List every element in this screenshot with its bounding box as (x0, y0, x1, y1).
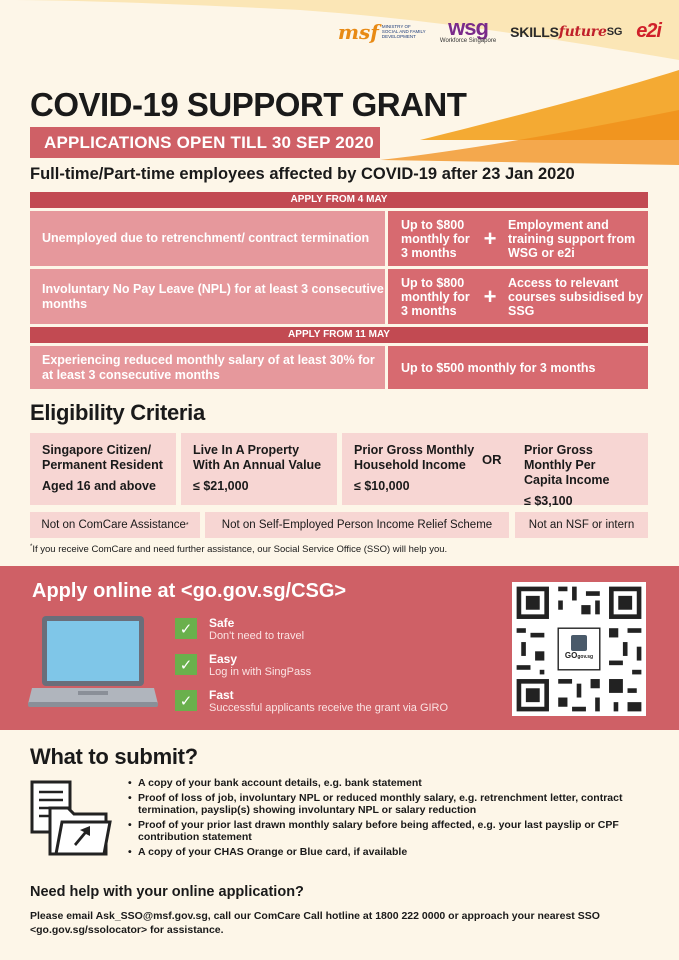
benefit-extra: Access to relevant courses subsidised by SSG (508, 275, 643, 318)
not-comcare: Not on ComCare Assistance * (30, 512, 200, 538)
apply-condition: Unemployed due to retrenchment/ contract termination (30, 211, 385, 266)
or-label: OR (482, 452, 502, 467)
apply-online-section (0, 566, 679, 730)
applications-open-banner: APPLICATIONS OPEN TILL 30 SEP 2020 (30, 127, 380, 158)
apply-condition: Involuntary No Pay Leave (NPL) for at least 3 consecutive months (30, 269, 385, 324)
apply-benefit: Up to $500 monthly for 3 months (388, 346, 648, 389)
benefit-extra: Employment and training support from WSG or e2i (508, 217, 636, 260)
list-item: • Proof of loss of job, involuntary NPL or reduced monthly salary, e.g. retrenchment letter, contract termination, payslip(s) showing involuntary NPL or salary reduction (128, 792, 648, 817)
go-gov-icon (571, 635, 587, 651)
footnote: *If you receive ComCare and need further assistance, our Social Service Office (SSO) will help you. (30, 544, 448, 556)
check-icon: ✓ (175, 654, 197, 675)
feature-safe: ✓ Safe Don't need to travel (175, 616, 304, 643)
gov-sg-logo: GOgov.sg (560, 628, 598, 668)
list-item: • A copy of your bank account details, e.g. bank statement (128, 777, 648, 790)
apply-benefit (388, 269, 648, 324)
apply-condition: Experiencing reduced monthly salary of at least 30% for at least 3 consecutive months (30, 346, 385, 389)
help-text: Please email Ask_SSO@msf.gov.sg, call our ComCare Call hotline at 1800 222 0000 or approach your nearest SSO <go.gov.sg/ssolocator> for assistance. (30, 910, 600, 936)
feature-fast: ✓ Fast Successful applicants receive the grant via GIRO (175, 688, 448, 715)
plus-icon: + (483, 225, 497, 251)
check-icon: ✓ (175, 690, 197, 711)
eligibility-citizen: Singapore Citizen/ Permanent Resident Aged 16 and above (30, 433, 176, 505)
not-sirs: Not on Self-Employed Person Income Relief Scheme (205, 512, 509, 538)
e2i-logo: e2i (636, 20, 661, 42)
apply-row-npl (30, 269, 648, 324)
apply-row-unemployed (30, 211, 648, 266)
hotline-number[interactable]: 1800 222 0000 (375, 910, 446, 922)
apply-header-4-may: APPLY FROM 4 MAY (30, 192, 648, 208)
feature-easy: ✓ Easy Log in with SingPass (175, 652, 311, 679)
eligibility-title: Eligibility Criteria (30, 400, 205, 425)
plus-icon: + (483, 283, 497, 309)
qr-code[interactable] (512, 582, 646, 716)
check-icon: ✓ (175, 618, 197, 639)
apply-online-title: Apply online at <go.gov.sg/CSG> (32, 580, 347, 602)
page-title: COVID-19 SUPPORT GRANT (30, 86, 467, 123)
laptop-icon (28, 616, 158, 716)
list-item: • Proof of your prior last drawn monthly salary before being affected, e.g. your last payslip or CPF contribution statement (128, 819, 648, 844)
subtitle: Full-time/Part-time employees affected by COVID-19 after 23 Jan 2020 (30, 165, 575, 183)
documents-folder-icon (30, 778, 112, 858)
list-item: • A copy of your CHAS Orange or Blue card, if available (128, 846, 648, 859)
partner-logos (337, 15, 661, 45)
apply-row-reduced-salary (30, 346, 648, 389)
apply-benefit (388, 211, 648, 266)
eligibility-income: Prior Gross Monthly Household Income ≤ $10,000 Prior Gross Monthly Per Capita Income ≤ $3,100 (342, 433, 648, 505)
not-nsf: Not an NSF or intern (515, 512, 648, 538)
msf-logo: msf MINISTRY OF SOCIAL AND FAMILY DEVELOPMENT (337, 19, 426, 44)
submit-list (128, 777, 648, 860)
skillsfuture-logo: SKILLS future SG (510, 23, 623, 40)
wsg-logo: wsg Workforce Singapore (439, 15, 497, 44)
eligibility-property: Live In A Property With An Annual Value ≤ $21,000 (181, 433, 337, 505)
apply-header-11-may: APPLY FROM 11 MAY (30, 327, 648, 343)
submit-title: What to submit? (30, 744, 198, 769)
benefit-amount: Up to $800 monthly for 3 months (401, 217, 470, 260)
help-title: Need help with your online application? (30, 884, 304, 900)
benefit-amount: Up to $800 monthly for 3 months (401, 275, 470, 318)
